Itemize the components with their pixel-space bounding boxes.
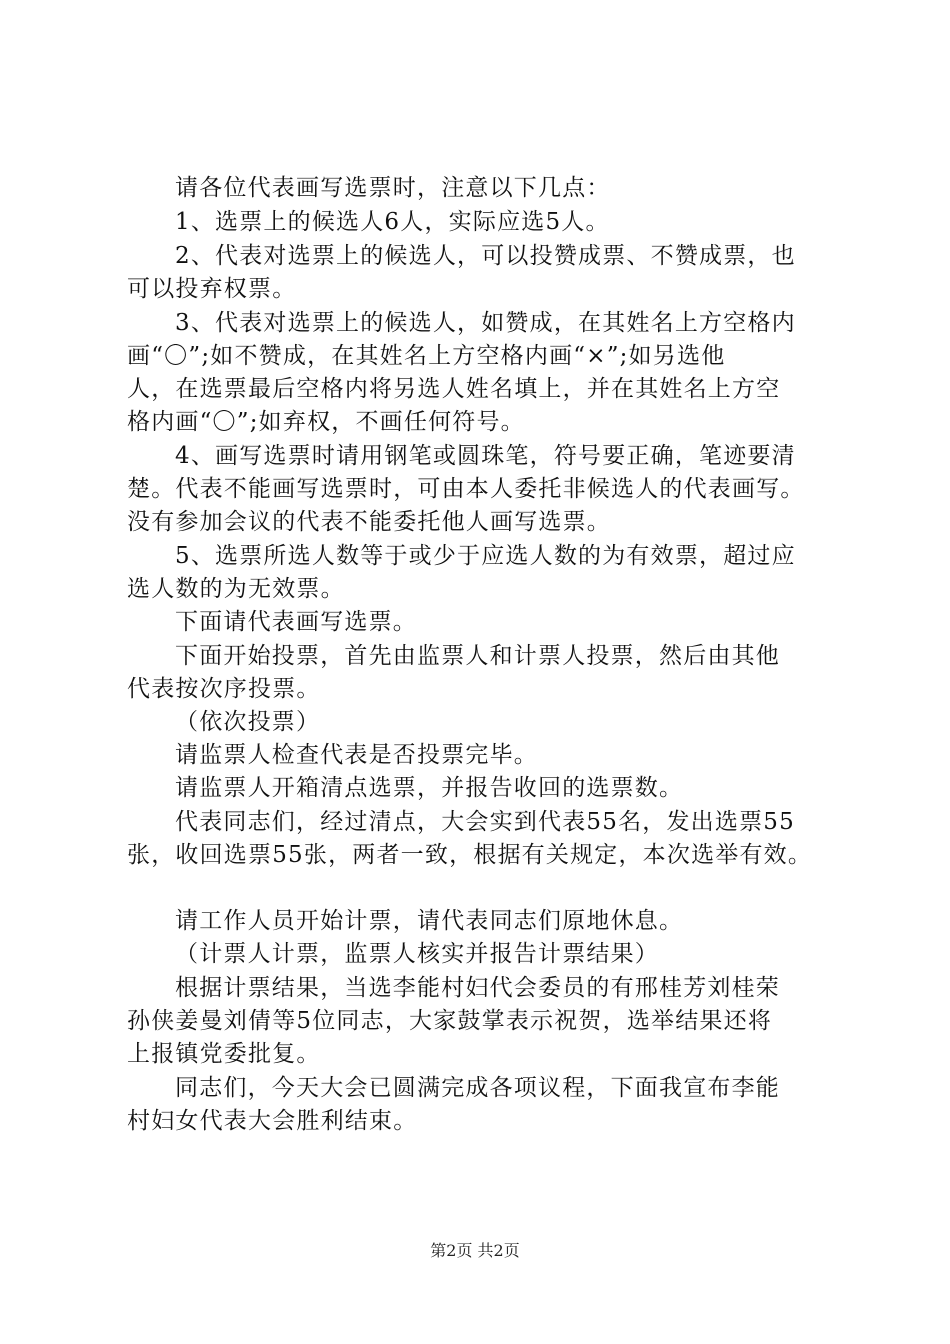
text-line: 孙侠姜曼刘倩等5位同志，大家鼓掌表示祝贺，选举结果还将: [127, 1008, 773, 1034]
text-line: 请工作人员开始计票，请代表同志们原地休息。: [175, 908, 684, 934]
text-line: （计票人计票，监票人核实并报告计票结果）: [175, 941, 659, 967]
text-line: 楚。代表不能画写选票时，可由本人委托非候选人的代表画写。: [127, 476, 805, 502]
page-number-footer: 第2页 共2页: [430, 1241, 520, 1260]
text-line: 同志们，今天大会已圆满完成各项议程，下面我宣布李能: [175, 1075, 780, 1101]
text-line: （依次投票）: [175, 709, 321, 735]
text-line: 请各位代表画写选票时，注意以下几点：: [175, 175, 611, 201]
text-line: 画“〇”;如不赞成，在其姓名上方空格内画“×”;如另选他: [127, 343, 726, 369]
text-line: 没有参加会议的代表不能委托他人画写选票。: [127, 509, 611, 535]
text-line: 村妇女代表大会胜利结束。: [127, 1108, 418, 1134]
text-line: 下面请代表画写选票。: [175, 609, 417, 635]
text-line: 2、代表对选票上的候选人，可以投赞成票、不赞成票，也: [175, 243, 796, 269]
text-line: 人，在选票最后空格内将另选人姓名填上，并在其姓名上方空: [127, 376, 781, 402]
text-line: 根据计票结果，当选李能村妇代会委员的有邢桂芳刘桂荣: [175, 975, 780, 1001]
text-line: 4、画写选票时请用钢笔或圆珠笔，符号要正确，笔迹要清: [175, 443, 796, 469]
text-line: 张，收回选票55张，两者一致，根据有关规定，本次选举有效。: [127, 842, 813, 868]
text-line: 1、选票上的候选人6人，实际应选5人。: [175, 209, 610, 235]
text-line: 代表同志们，经过清点，大会实到代表55名，发出选票55: [175, 809, 795, 835]
text-line: 下面开始投票，首先由监票人和计票人投票，然后由其他: [175, 643, 780, 669]
text-line: 格内画“〇”;如弃权，不画任何符号。: [127, 409, 525, 435]
text-line: 代表按次序投票。: [127, 676, 321, 702]
text-line: 3、代表对选票上的候选人，如赞成，在其姓名上方空格内: [175, 310, 796, 336]
text-line: 请监票人检查代表是否投票完毕。: [175, 742, 538, 768]
text-line: 上报镇党委批复。: [127, 1041, 321, 1067]
text-line: 5、选票所选人数等于或少于应选人数的为有效票，超过应: [175, 543, 796, 569]
text-line: 选人数的为无效票。: [127, 576, 345, 602]
text-line: 请监票人开箱清点选票，并报告收回的选票数。: [175, 775, 684, 801]
text-line: 可以投弃权票。: [127, 276, 297, 302]
